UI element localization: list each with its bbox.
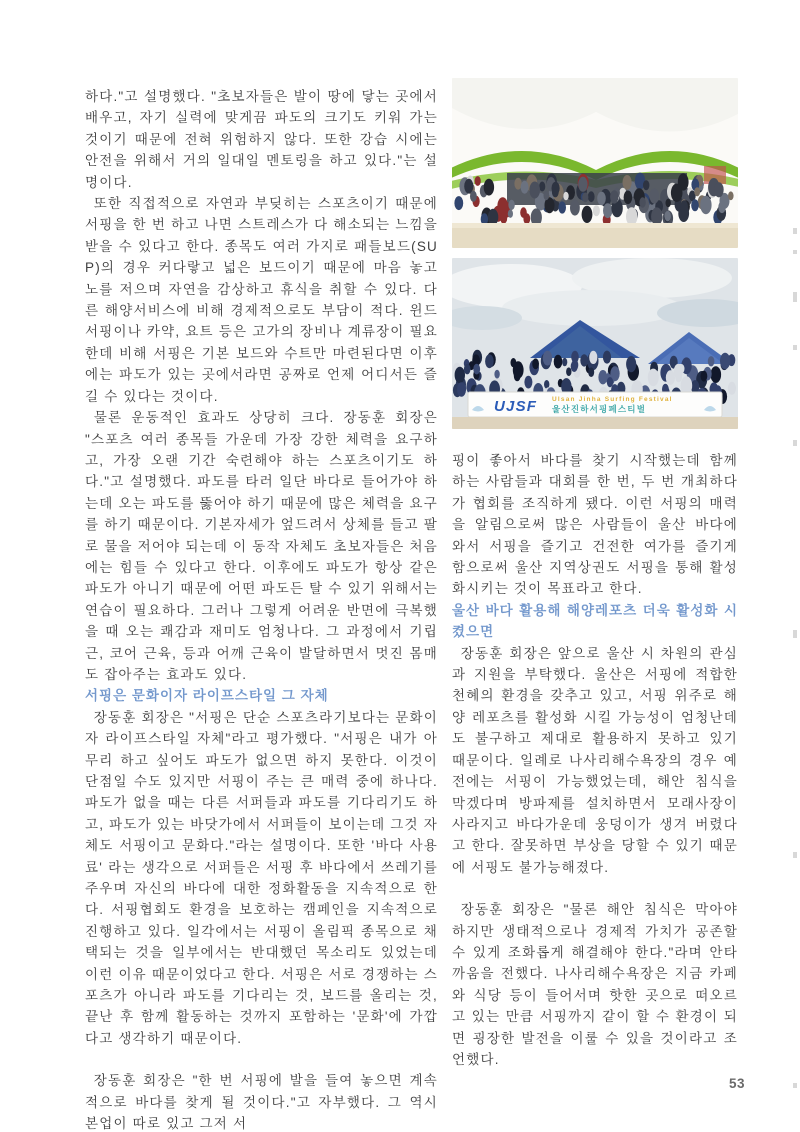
photo-festival-green-tents — [452, 78, 738, 248]
paragraph: 장동훈 회장은 "한 번 서핑에 발을 들여 놓으면 계속적으로 바다를 찾게 될 것이다."고 자부했다. 그 역시 본업이 따로 있고 그저 서 — [85, 1073, 438, 1132]
right-column-text — [452, 450, 738, 1070]
paragraph: 장동훈 회장은 "물론 해안 침식은 막아야 하지만 생태적으로나 경제적 가치가 공존할수 있게 조화롭게 해결해야 한다."라며 안타까움을 전했다. 나사리해수욕장은 지금 카페와 식당 등이 들어서며 핫한 곳으로 떠오르고 있는 만큼 서핑까지 같이 할 수 환경이 되면 굉장한 발전을 이룰 수 있을 것이라고 조언했다. — [452, 902, 738, 1067]
paragraph: 핑이 좋아서 바다를 찾기 시작했는데 함께 하는 사람들과 대회를 한 번, 두 번 개최하다가 협회를 조직하게 됐다. 이런 서핑의 매력을 알림으로써 많은 사람들이 울산 바다에 와서 서핑을 즐기고 건전한 여가를 즐기게 함으로써 울산 지역상권도 서핑을 통해 활성화시키는 것이 목표라고 한다. — [452, 453, 738, 597]
paragraph: 장동훈 회장은 "서핑은 단순 스포츠라기보다는 문화이자 라이프스타일 자체"라고 평가했다. "서핑은 내가 아무리 하고 싶어도 파도가 없으면 하지 못한다. 이것이 단점일 수도 있지만 서핑이 주는 큰 매력 중에 하나다. 파도가 없을 때는 다른 서퍼들과 파도를 기다리기도 하고, 파도가 있는 바닷가에서 서퍼들이 보이는데 그것 자체도 서핑이고 문화다."라는 설명이다. 또한 '바다 사용료' 라는 생각으로 서퍼들은 서핑 후 바다에서 쓰레기를 주우며 자신의 바다에 대한 정화활동을 지속적으로 한다. 서핑협회도 환경을 보호하는 캠페인을 지속적으로 진행하고 있다. 일각에서는 서핑이 올림픽 종목으로 채택되는 것을 일부에서는 반대했던 목소리도 있었는데 이런 이유 때문이었다고 한다. 서핑은 서로 경쟁하는 스포츠가 아니라 파도를 기다리는 것, 보드를 올리는 것, 끝난 후 함께 활동하는 것까지 포함하는 '문화'에 가깝다고 생각하기 때문이다. — [85, 709, 438, 1046]
paragraph: 또한 직접적으로 자연과 부딪히는 스포츠이기 때문에 서핑을 한 번 하고 나면 스트레스가 다 해소되는 느낌을 받을 수 있다고 한다. 종목도 여러 가지로 패들보드(SUP)의 경우 커다랗고 넓은 보드이기 때문에 마음 놓고 노를 저으며 자연을 감상하고 휴식을 취할 수 있다. 다른 해양서비스에 비해 경제적으로도 부담이 적다. 윈드서핑이나 카약, 요트 등은 고가의 장비나 계류장이 필요한데 비해 서핑은 기본 보드와 수트만 마련된다면 이후에는 파도가 있는 곳에서라면 공짜로 언제 어디서든 즐길 수 있다는 것이다. — [85, 196, 438, 404]
paragraph: 하다."고 설명했다. "초보자들은 발이 땅에 닿는 곳에서 배우고, 자기 실력에 맞게끔 파도의 크기도 키워 가는 것이기 때문에 전혀 위험하지 않다. 또한 강습 시에는 안전을 위해서 거의 일대일 멘토링을 하고 있다."는 설명이다. — [85, 89, 438, 190]
paragraph: 물론 운동적인 효과도 상당히 크다. 장동훈 회장은 "스포츠 여러 종목들 가운데 가장 강한 체력을 요구하고, 가장 오랜 기간 숙련해야 하는 스포츠이기도 하다."고 설명했다. 파도를 타러 일단 바다로 들어가야 하는데 오는 파도를 뚫어야 하기 때문에 많은 체력을 요구를 하기 때문이다. 기본자세가 엎드려서 상체를 들고 팔로 물을 저어야 되는데 이 동작 자체도 초보자들은 처음에는 힘들 수 있다고 한다. 이후에도 파도가 항상 같은 파도가 아니기 때문에 어떤 파도든 탈 수 있기 위해서는 연습이 필요하다. 그러나 그렇게 어려운 반면에 극복했을 때 오는 쾌감과 재미도 엄청나다. 그 과정에서 기립근, 코어 근육, 등과 어깨 근육이 발달하면서 멋진 몸매도 잡아주는 효과도 있다. — [85, 410, 438, 682]
paragraph: 장동훈 회장은 앞으로 울산 시 차원의 관심과 지원을 부탁했다. 울산은 서핑에 적합한 천혜의 환경을 갖추고 있고, 서핑 위주로 해양 레포츠를 활성화 시킬 가능성이 엄청난데도 불구하고 제대로 활용하지 못하고 있기 때문이다. 일례로 나사리해수욕장의 경우 예전에는 서핑이 가능했었는데, 해안 침식을 막겠다며 방파제를 설치하면서 모래사장이 사라지고 바다가운데 웅덩이가 생겨 버렸다고 한다. 잘못하면 부상을 당할 수 있기 때문에 서핑도 불가능해졌다. — [452, 645, 738, 875]
banner-ujsf-text: UJSF — [494, 398, 538, 415]
section-header-ulsan-sea: 울산 바다 활용해 해양레포츠 더욱 활성화 시켰으면 — [452, 602, 738, 640]
section-header-surfing-culture: 서핑은 문화이자 라이프스타일 그 자체 — [85, 688, 329, 704]
banner-korean-text: 울산진하서핑페스티벌 — [552, 404, 647, 414]
banner-english-text: Ulsan Jinha Surfing Festival — [552, 396, 673, 403]
article-left-column — [85, 86, 438, 1132]
page-edge-bleed-marks — [790, 0, 800, 1132]
photo-festival-ujsf-banner — [452, 258, 738, 429]
article-right-column — [452, 78, 738, 1070]
page-number: 53 — [728, 1076, 745, 1091]
